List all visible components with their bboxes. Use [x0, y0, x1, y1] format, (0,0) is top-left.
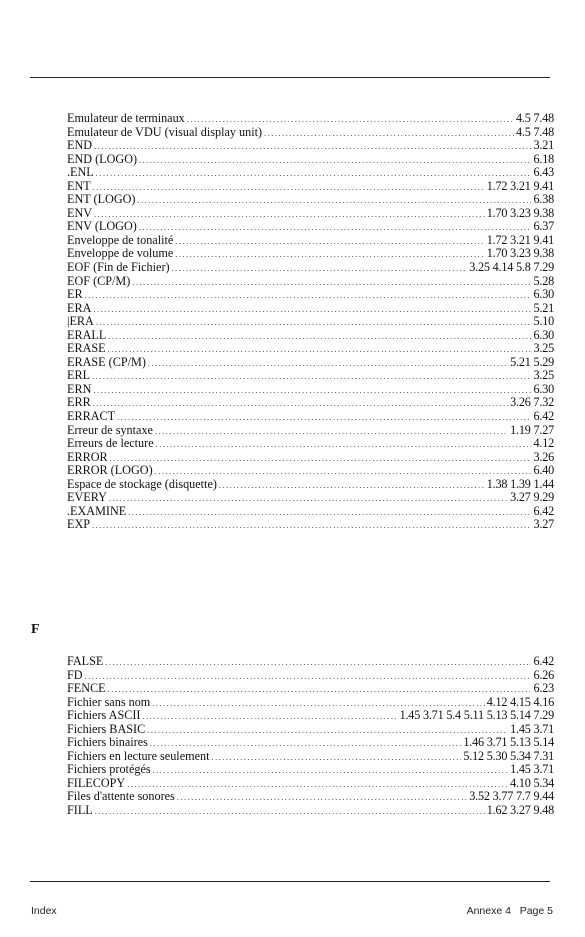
index-entry [67, 247, 554, 261]
index-entry [67, 207, 554, 221]
dot-leader [139, 221, 532, 235]
dot-leader [142, 710, 397, 724]
index-term: .EXAMINE [67, 503, 127, 518]
dot-leader [132, 276, 531, 290]
index-term: END (LOGO) [67, 151, 138, 166]
index-page-refs: 6.37 [533, 219, 554, 234]
dot-leader [219, 479, 485, 493]
index-entry [67, 275, 554, 289]
dot-leader [177, 791, 467, 805]
index-page-refs: 6.38 [533, 192, 554, 207]
footer-page-label: Annexe 4 Page 5 [466, 905, 553, 917]
dot-leader [96, 316, 532, 330]
index-term: Enveloppe de volume [67, 246, 174, 261]
index-page-refs: 1.72 3.21 9.41 [486, 178, 554, 193]
index-term: EOF (Fin de Fichier) [67, 260, 170, 275]
dot-leader [85, 670, 532, 684]
index-term: Files d'attente sonores [67, 789, 175, 804]
index-term: ERL [67, 368, 91, 383]
dot-leader [92, 519, 531, 533]
index-entry [67, 234, 554, 248]
bottom-rule [30, 881, 550, 882]
index-term: END [67, 138, 93, 153]
index-entry [67, 315, 554, 329]
index-page-refs: 3.26 [533, 449, 554, 464]
index-entry [67, 288, 554, 302]
index-entry [67, 302, 554, 316]
index-entry [67, 451, 554, 465]
index-entry [67, 655, 554, 669]
index-entry [67, 396, 554, 410]
index-term: Erreur de syntaxe [67, 422, 153, 437]
dot-leader [108, 683, 532, 697]
index-entry [67, 464, 554, 478]
index-entry [67, 505, 554, 519]
index-entry [67, 669, 554, 683]
dot-leader [155, 425, 508, 439]
dot-leader [93, 384, 531, 398]
index-page-refs: 1.72 3.21 9.41 [486, 232, 554, 247]
index-term: ERN [67, 381, 92, 396]
index-term: FENCE [67, 681, 106, 696]
index-entry [67, 153, 554, 167]
index-term: ENV [67, 205, 93, 220]
index-entry [67, 410, 554, 424]
dot-leader [108, 343, 532, 357]
index-entry [67, 166, 554, 180]
dot-leader [264, 127, 514, 141]
dot-leader [96, 167, 532, 181]
index-term: FD [67, 667, 83, 682]
index-entry [67, 180, 554, 194]
dot-leader [172, 262, 468, 276]
index-term: Espace de stockage (disquette) [67, 476, 217, 491]
index-section-f [67, 655, 554, 818]
index-page-refs: 1.70 3.23 9.38 [486, 246, 554, 261]
index-entry [67, 112, 554, 126]
index-term: Fichiers en lecture seulement [67, 748, 210, 763]
index-term: ER [67, 287, 83, 302]
dot-leader [94, 140, 531, 154]
index-entry [67, 736, 554, 750]
index-page-refs: 6.18 [533, 151, 554, 166]
index-term: EXP [67, 517, 91, 532]
index-page-refs: 1.45 3.71 [510, 721, 554, 736]
index-term: Emulateur de VDU (visual display unit) [67, 124, 263, 139]
index-term: EVERY [67, 490, 107, 505]
index-term: ENV (LOGO) [67, 219, 137, 234]
index-term: |ERA [67, 314, 94, 329]
index-term: ENT (LOGO) [67, 192, 136, 207]
index-entry [67, 763, 554, 777]
index-entry [67, 437, 554, 451]
index-entry [67, 220, 554, 234]
index-page-refs: 1.45 3.71 5.4 5.11 5.13 5.14 7.29 [399, 708, 554, 723]
index-page-refs: 3.25 [533, 368, 554, 383]
dot-leader [153, 764, 508, 778]
index-entry [67, 682, 554, 696]
index-page-refs: 6.42 [533, 503, 554, 518]
dot-leader [93, 181, 485, 195]
index-term: FILL [67, 803, 93, 818]
index-term: Fichier sans nom [67, 694, 151, 709]
index-entry [67, 126, 554, 140]
index-entry [67, 696, 554, 710]
index-page-refs: 6.30 [533, 381, 554, 396]
index-page-refs: 6.23 [533, 681, 554, 696]
index-term: Fichiers BASIC [67, 721, 146, 736]
index-page-refs: 1.45 3.71 [510, 762, 554, 777]
index-page-refs: 4.10 5.34 [510, 775, 554, 790]
index-entry [67, 193, 554, 207]
index-entry [67, 790, 554, 804]
index-term: FALSE [67, 654, 104, 668]
dot-leader [93, 397, 508, 411]
index-entry [67, 369, 554, 383]
index-term: Erreurs de lecture [67, 436, 154, 451]
index-term: Enveloppe de tonalité [67, 232, 174, 247]
dot-leader [95, 805, 485, 819]
index-page-refs: 6.42 [533, 654, 554, 668]
index-page-refs: 6.42 [533, 409, 554, 424]
index-page-refs: 6.30 [533, 327, 554, 342]
index-page-refs: 4.12 [533, 436, 554, 451]
index-page-refs: 1.70 3.23 9.38 [486, 205, 554, 220]
index-entry [67, 329, 554, 343]
index-entry [67, 383, 554, 397]
index-entry [67, 777, 554, 791]
index-term: EOF (CP/M) [67, 273, 131, 288]
index-term: ERASE [67, 341, 106, 356]
dot-leader [93, 303, 531, 317]
dot-leader [148, 357, 508, 371]
index-page-refs: 5.28 [533, 273, 554, 288]
index-page-refs: 3.27 [533, 517, 554, 532]
dot-leader [137, 194, 531, 208]
index-page-refs: 4.5 7.48 [515, 124, 554, 139]
dot-leader [94, 208, 485, 222]
index-page-refs: 3.21 [533, 138, 554, 153]
index-entry [67, 491, 554, 505]
dot-leader [92, 370, 531, 384]
dot-leader [128, 506, 531, 520]
index-term: ERROR (LOGO) [67, 463, 153, 478]
index-term: Fichiers binaires [67, 735, 148, 750]
dot-leader [105, 656, 531, 670]
index-page-refs: 1.38 1.39 1.44 [486, 476, 554, 491]
index-page-refs: 5.12 5.30 5.34 7.31 [463, 748, 554, 763]
dot-leader [127, 778, 508, 792]
index-entry [67, 723, 554, 737]
index-entry [67, 804, 554, 818]
index-page-refs: 3.27 9.29 [510, 490, 554, 505]
index-page-refs: 4.5 7.48 [515, 111, 554, 125]
index-term: ENT [67, 178, 91, 193]
index-term: Fichiers ASCII [67, 708, 141, 723]
dot-leader [175, 235, 484, 249]
index-page-refs: 1.46 3.71 5.13 5.14 [463, 735, 554, 750]
index-page-refs: 3.26 7.32 [510, 395, 554, 410]
dot-leader [211, 751, 461, 765]
index-entry [67, 261, 554, 275]
index-term: ERALL [67, 327, 107, 342]
dot-leader [117, 411, 531, 425]
index-page-refs: 4.12 4.15 4.16 [486, 694, 554, 709]
index-term: Fichiers protégés [67, 762, 151, 777]
index-section-e [67, 112, 554, 532]
index-page-refs: 5.21 5.29 [510, 354, 554, 369]
footer-index-label: Index [31, 905, 57, 917]
index-term: ERA [67, 300, 92, 315]
index-entry [67, 478, 554, 492]
index-page-refs: 6.26 [533, 667, 554, 682]
index-term: ERR [67, 395, 91, 410]
top-rule [30, 77, 550, 78]
index-page-refs: 6.30 [533, 287, 554, 302]
index-page-refs: 6.43 [533, 165, 554, 180]
index-term: ERROR [67, 449, 108, 464]
dot-leader [147, 724, 508, 738]
index-entry [67, 709, 554, 723]
index-page-refs: 5.21 [533, 300, 554, 315]
section-letter-f: F [31, 622, 40, 637]
dot-leader [110, 452, 532, 466]
index-term: Emulateur de terminaux [67, 111, 185, 125]
dot-leader [156, 438, 532, 452]
index-entry [67, 139, 554, 153]
index-term: ERASE (CP/M) [67, 354, 146, 369]
index-page-refs: 1.19 7.27 [510, 422, 554, 437]
index-entry [67, 424, 554, 438]
dot-leader [175, 248, 484, 262]
dot-leader [139, 154, 531, 168]
index-page-refs: 1.62 3.27 9.48 [486, 803, 554, 818]
index-entry [67, 750, 554, 764]
index-term: ERRACT [67, 409, 116, 424]
index-entry [67, 342, 554, 356]
dot-leader [108, 330, 531, 344]
index-entry [67, 518, 554, 532]
index-page-refs: 3.52 3.77 7.7 9.44 [469, 789, 554, 804]
dot-leader [85, 289, 532, 303]
index-page-refs: 3.25 4.14 5.8 7.29 [469, 260, 554, 275]
dot-leader [109, 492, 508, 506]
index-page-refs: 3.25 [533, 341, 554, 356]
index-entry [67, 356, 554, 370]
index-page-refs: 5.10 [533, 314, 554, 329]
index-page-refs: 6.40 [533, 463, 554, 478]
index-term: .ENL [67, 165, 94, 180]
index-term: FILECOPY [67, 775, 126, 790]
